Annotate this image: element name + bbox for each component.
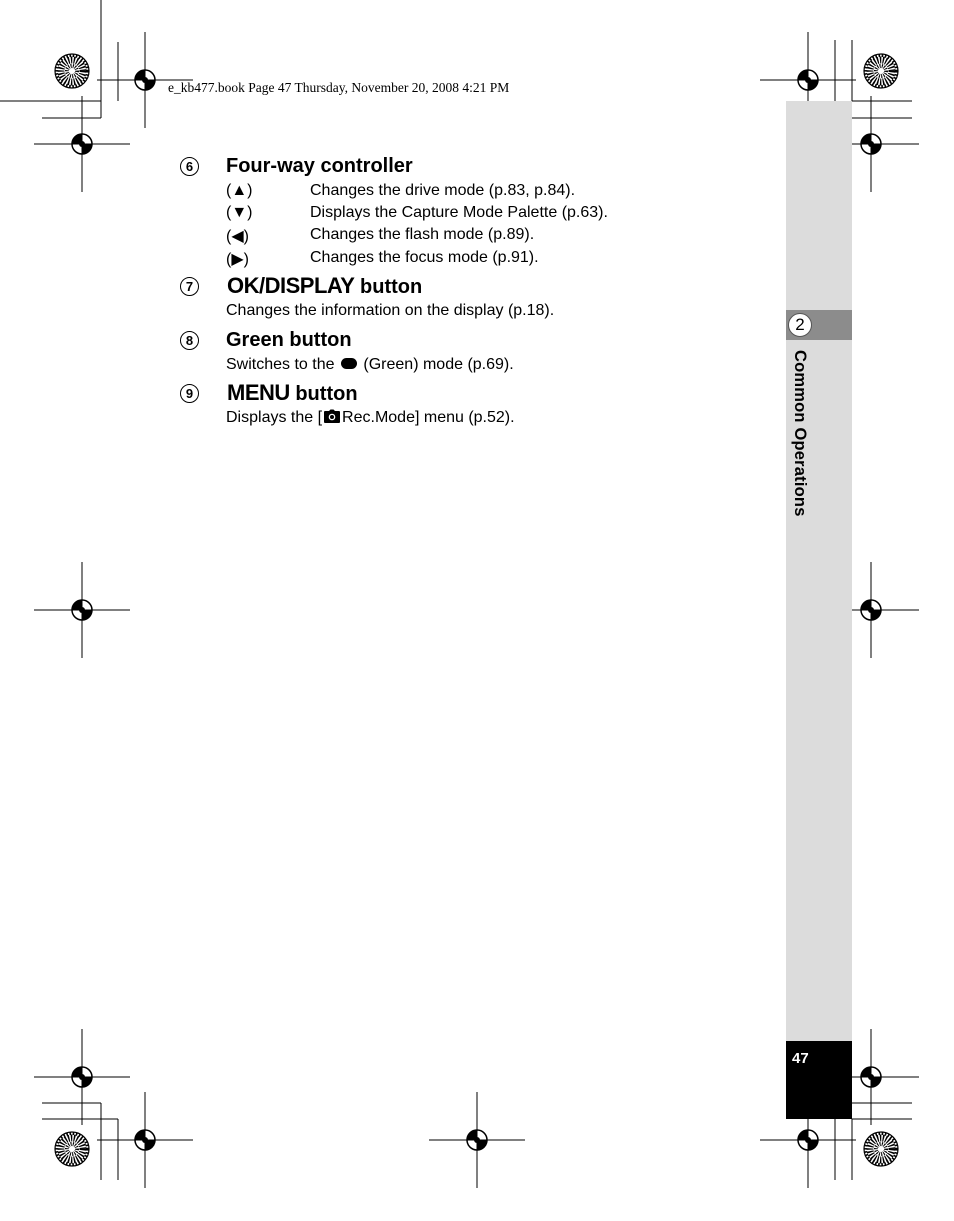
direction-up-desc: Changes the drive mode (p.83, p.84). — [310, 182, 576, 199]
section-title-menu — [227, 380, 358, 406]
section-title-ok-display — [227, 273, 422, 299]
section-number-9: 9 — [180, 384, 199, 403]
menu-suffix: button — [295, 383, 358, 405]
ok-display-suffix: button — [360, 276, 423, 298]
menu-glyph: MENU — [227, 380, 290, 405]
section-number-6: 6 — [180, 157, 199, 176]
print-header: e_kb477.book Page 47 Thursday, November 20, 2008 4:21 PM — [168, 80, 510, 95]
ok-display-desc: Changes the information on the display (p.18). — [226, 302, 555, 319]
direction-left-label: (◀) — [226, 228, 249, 245]
section-title-four-way: Four-way controller — [226, 155, 413, 177]
direction-down-label: (▼) — [226, 204, 253, 221]
chapter-title: Common Operations — [791, 350, 809, 517]
camera-icon — [324, 409, 340, 423]
direction-right-desc: Changes the focus mode (p.91). — [310, 249, 539, 266]
menu-desc-before: Displays the [ — [226, 409, 323, 426]
direction-down-desc: Displays the Capture Mode Palette (p.63). — [310, 204, 608, 221]
page-number: 47 — [792, 1050, 809, 1067]
menu-desc — [226, 409, 515, 427]
green-desc — [226, 356, 514, 374]
section-number-8: 8 — [180, 331, 199, 350]
green-desc-before: Switches to the — [226, 356, 335, 373]
direction-up-label: (▲) — [226, 182, 253, 199]
green-mode-icon — [341, 358, 357, 369]
section-number-7: 7 — [180, 277, 199, 296]
menu-desc-after: Rec.Mode] menu (p.52). — [342, 409, 515, 426]
direction-left-desc: Changes the flash mode (p.89). — [310, 226, 535, 243]
direction-right-label: (▶) — [226, 251, 249, 268]
ok-display-glyph: OK/DISPLAY — [227, 273, 355, 298]
chapter-number: 2 — [788, 313, 812, 337]
section-title-green: Green button — [226, 329, 352, 351]
green-desc-after: (Green) mode (p.69). — [363, 356, 514, 373]
side-tab — [786, 101, 852, 1119]
